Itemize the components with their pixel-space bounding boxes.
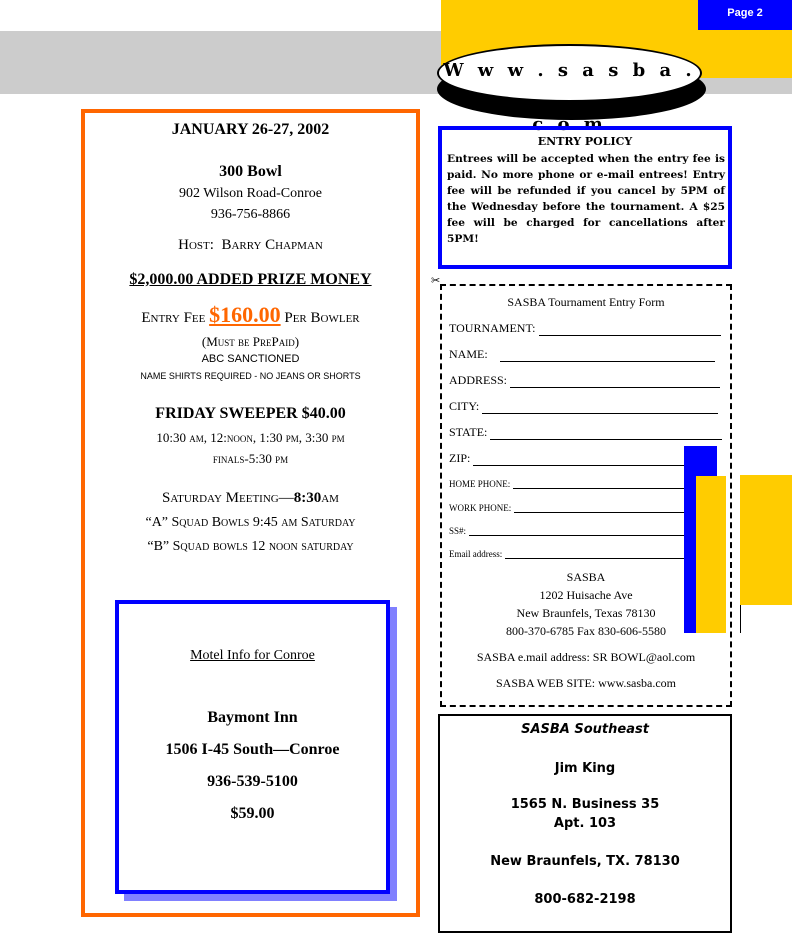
field-name[interactable] (449, 347, 715, 362)
field-state[interactable] (449, 425, 722, 440)
motel-rate: $59.00 (230, 805, 275, 822)
field-label: NAME: (449, 347, 488, 361)
page-number-label: Page 2 (727, 7, 763, 19)
field-label: WORK PHONE: (449, 503, 512, 513)
squad-a-schedule: “A” Squad Bowls 9:45 am Saturday (145, 515, 356, 530)
decor-blue-stripe (684, 446, 696, 633)
org-website[interactable]: SASBA WEB SITE: www.sasba.com (496, 676, 676, 690)
southeast-phone: 800-682-2198 (534, 892, 636, 907)
field-zip[interactable] (449, 451, 684, 466)
venue-address: 902 Wilson Road-Conroe (178, 186, 323, 201)
field-label: HOME PHONE: (449, 479, 511, 489)
venue-phone: 936-756-8866 (210, 207, 291, 222)
motel-address: 1506 I-45 South—Conroe (165, 741, 340, 758)
field-city[interactable] (449, 399, 718, 414)
decor-side-white-block (740, 605, 792, 633)
motel-title: Motel Info for Conroe (190, 648, 315, 663)
squad-b-schedule: “B” Squad bowls 12 noon saturday (147, 539, 354, 554)
meeting-label: Saturday Meeting— (162, 490, 294, 506)
tournament-date: JANUARY 26-27, 2002 (171, 121, 330, 138)
org-name: SASBA (566, 570, 606, 584)
entry-form-title: SASBA Tournament Entry Form (507, 295, 665, 309)
sweeper-finals: finals-5:30 pm (212, 451, 289, 466)
entry-fee-line (85, 302, 416, 328)
field-label: ZIP: (449, 451, 471, 465)
sanction-line: ABC SANCTIONED (201, 353, 300, 365)
southeast-contact-name: Jim King (554, 761, 616, 776)
southeast-title: SASBA Southeast (521, 722, 649, 737)
org-email[interactable]: SASBA e.mail address: SR BOWL@aol.com (476, 650, 696, 664)
entry-fee-suffix: Per Bowler (284, 310, 360, 326)
org-city: New Braunfels, Texas 78130 (516, 606, 656, 620)
meeting-suffix: am (321, 490, 339, 506)
field-blank[interactable] (469, 523, 719, 536)
field-blank[interactable] (500, 349, 715, 362)
field-home-phone[interactable] (449, 476, 717, 489)
motel-phone: 936-539-5100 (207, 773, 298, 790)
dress-code-note: NAME SHIRTS REQUIRED - NO JEANS OR SHORTS (140, 371, 361, 381)
host-name: Barry Chapman (221, 237, 323, 253)
meeting-time: 8:30 (293, 490, 322, 506)
added-prize-money: $2,000.00 ADDED PRIZE MONEY (129, 271, 372, 288)
sweeper-title: FRIDAY SWEEPER $40.00 (155, 405, 346, 422)
southeast-apt: Apt. 103 (553, 816, 617, 831)
field-blank[interactable] (473, 453, 684, 466)
org-phones: 800-370-6785 Fax 830-606-5580 (506, 624, 666, 638)
field-label: SS#: (449, 526, 467, 536)
entry-fee-amount: $160.00 (209, 302, 281, 327)
field-ssn[interactable] (449, 523, 719, 536)
website-url[interactable]: W w w . s a s b a . c o m (443, 60, 696, 135)
motel-name: Baymont Inn (207, 709, 298, 726)
southeast-street: 1565 N. Business 35 (510, 797, 660, 812)
host-label: Host: (178, 237, 214, 253)
prepaid-note: (Must be PrePaid) (201, 334, 300, 349)
field-label: ADDRESS: (449, 373, 508, 387)
decor-side-yellow-block (740, 475, 792, 605)
field-label: Email address: (449, 549, 503, 559)
southeast-city: New Braunfels, TX. 78130 (490, 854, 680, 869)
field-email[interactable] (449, 546, 719, 559)
host-line (85, 237, 416, 254)
saturday-meeting (85, 490, 416, 507)
entry-fee-prefix: Entry Fee (141, 310, 206, 326)
field-blank[interactable] (539, 323, 721, 336)
field-label: TOURNAMENT: (449, 321, 536, 335)
scissors-icon: ✂ (431, 275, 441, 287)
venue-name: 300 Bowl (219, 163, 282, 180)
org-street: 1202 Huisache Ave (539, 588, 633, 602)
field-blank[interactable] (482, 401, 718, 414)
field-blank[interactable] (510, 375, 720, 388)
entry-policy-text: Entrees will be accepted when the entry fee is paid. No more phone or e-mail entrees! Entry fee will be refunded if you cancel by 5PM of the Wednesday before the tournament. A $25 fee will be charged for cancellations after 5PM! (447, 153, 725, 245)
field-blank[interactable] (490, 427, 722, 440)
field-label: CITY: (449, 399, 480, 413)
field-tournament[interactable] (449, 321, 721, 336)
field-work-phone[interactable] (449, 500, 719, 513)
sweeper-times: 10:30 am, 12:noon, 1:30 pm, 3:30 pm (156, 430, 345, 445)
entry-policy-title: ENTRY POLICY (537, 135, 633, 148)
field-address[interactable] (449, 373, 720, 388)
field-label: STATE: (449, 425, 488, 439)
